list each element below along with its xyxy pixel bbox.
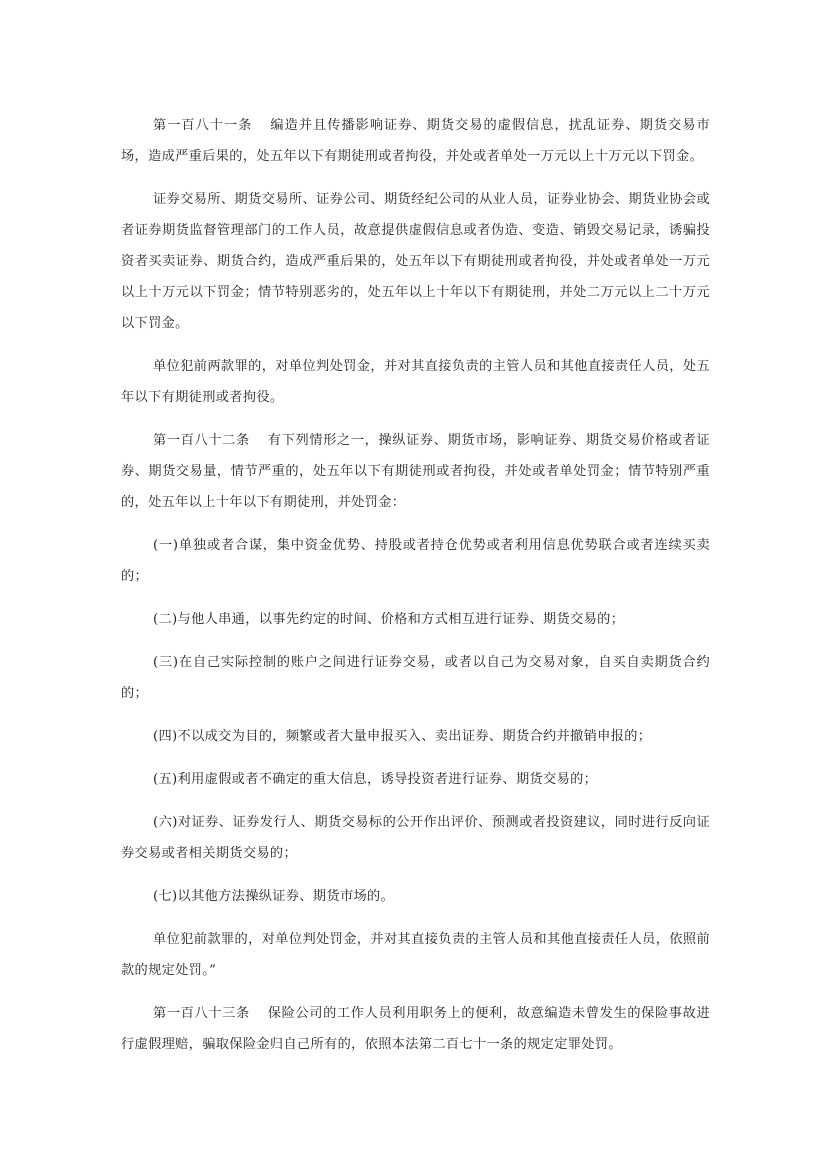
list-item: (六)对证券、证券发行人、期货交易标的公开作出评价、预测或者投资建议，同时进行反向证券交易或者相关期货交易的；: [121, 815, 710, 861]
list-item: (五)利用虚假或者不确定的重大信息，诱导投资者进行证券、期货交易的；: [153, 772, 598, 787]
list-item: (一)单独或者合谋，集中资金优势、持股或者持仓优势或者利用信息优势联合或者连续买卖的；: [121, 538, 710, 584]
paragraph-article-183: [121, 998, 710, 1060]
paragraph-text: 编造并且传播影响证券、期货交易的虚假信息，扰乱证券、期货交易市场，造成严重后果的，处五年以下有期徒刑或者拘役，并处或者单处一万元以上十万元以下罚金。: [121, 118, 710, 164]
paragraph-article-182: [121, 425, 710, 518]
list-item: (七)以其他方法操纵证券、期货市场的。: [153, 889, 395, 904]
list-item: (四)不以成交为目的，频繁或者大量申报买入、卖出证券、期货合约并撤销申报的；: [153, 729, 652, 744]
paragraph: 单位犯前款罪的，对单位判处罚金，并对其直接负责的主管人员和其他直接责任人员，依照前款的规定处罚。”: [121, 932, 710, 978]
paragraph-text: 有下列情形之一，操纵证券、期货市场，影响证券、期货交易价格或者证券、期货交易量，情节严重的，处五年以下有期徒刑或者拘役，并处或者单处罚金；情节特别严重的，处五年以上十年以下有期徒刑，并处罚金：: [121, 433, 710, 510]
paragraph-text: 保险公司的工作人员利用职务上的便利，故意编造未曾发生的保险事故进行虚假理赔，骗取保险金归自己所有的，依照本法第二百七十一条的规定定罪处罚。: [121, 1006, 710, 1052]
article-number: 第一百八十二条: [153, 433, 250, 448]
list-item: (二)与他人串通，以事先约定的时间、价格和方式相互进行证券、期货交易的；: [153, 612, 625, 627]
paragraph-article-181: [121, 110, 710, 172]
article-number: 第一百八十一条: [153, 118, 253, 133]
paragraph: 证券交易所、期货交易所、证券公司、期货经纪公司的从业人员，证券业协会、期货业协会或者证券期货监督管理部门的工作人员，故意提供虚假信息或者伪造、变造、销毁交易记录，诱骗投资者买卖证券、期货合约，造成严重后果的，处五年以下有期徒刑或者拘役，并处或者单处一万元以上十万元以下罚金；情节特别恶劣的，处五年以上十年以下有期徒刑，并处二万元以上二十万元以下罚金。: [121, 192, 710, 331]
list-item: (三)在自己实际控制的账户之间进行证券交易，或者以自己为交易对象，自买自卖期货合约的；: [121, 655, 710, 701]
paragraph: 单位犯前两款罪的，对单位判处罚金，并对其直接负责的主管人员和其他直接责任人员，处五年以下有期徒刑或者拘役。: [121, 359, 710, 405]
article-number: 第一百八十三条: [153, 1006, 250, 1021]
